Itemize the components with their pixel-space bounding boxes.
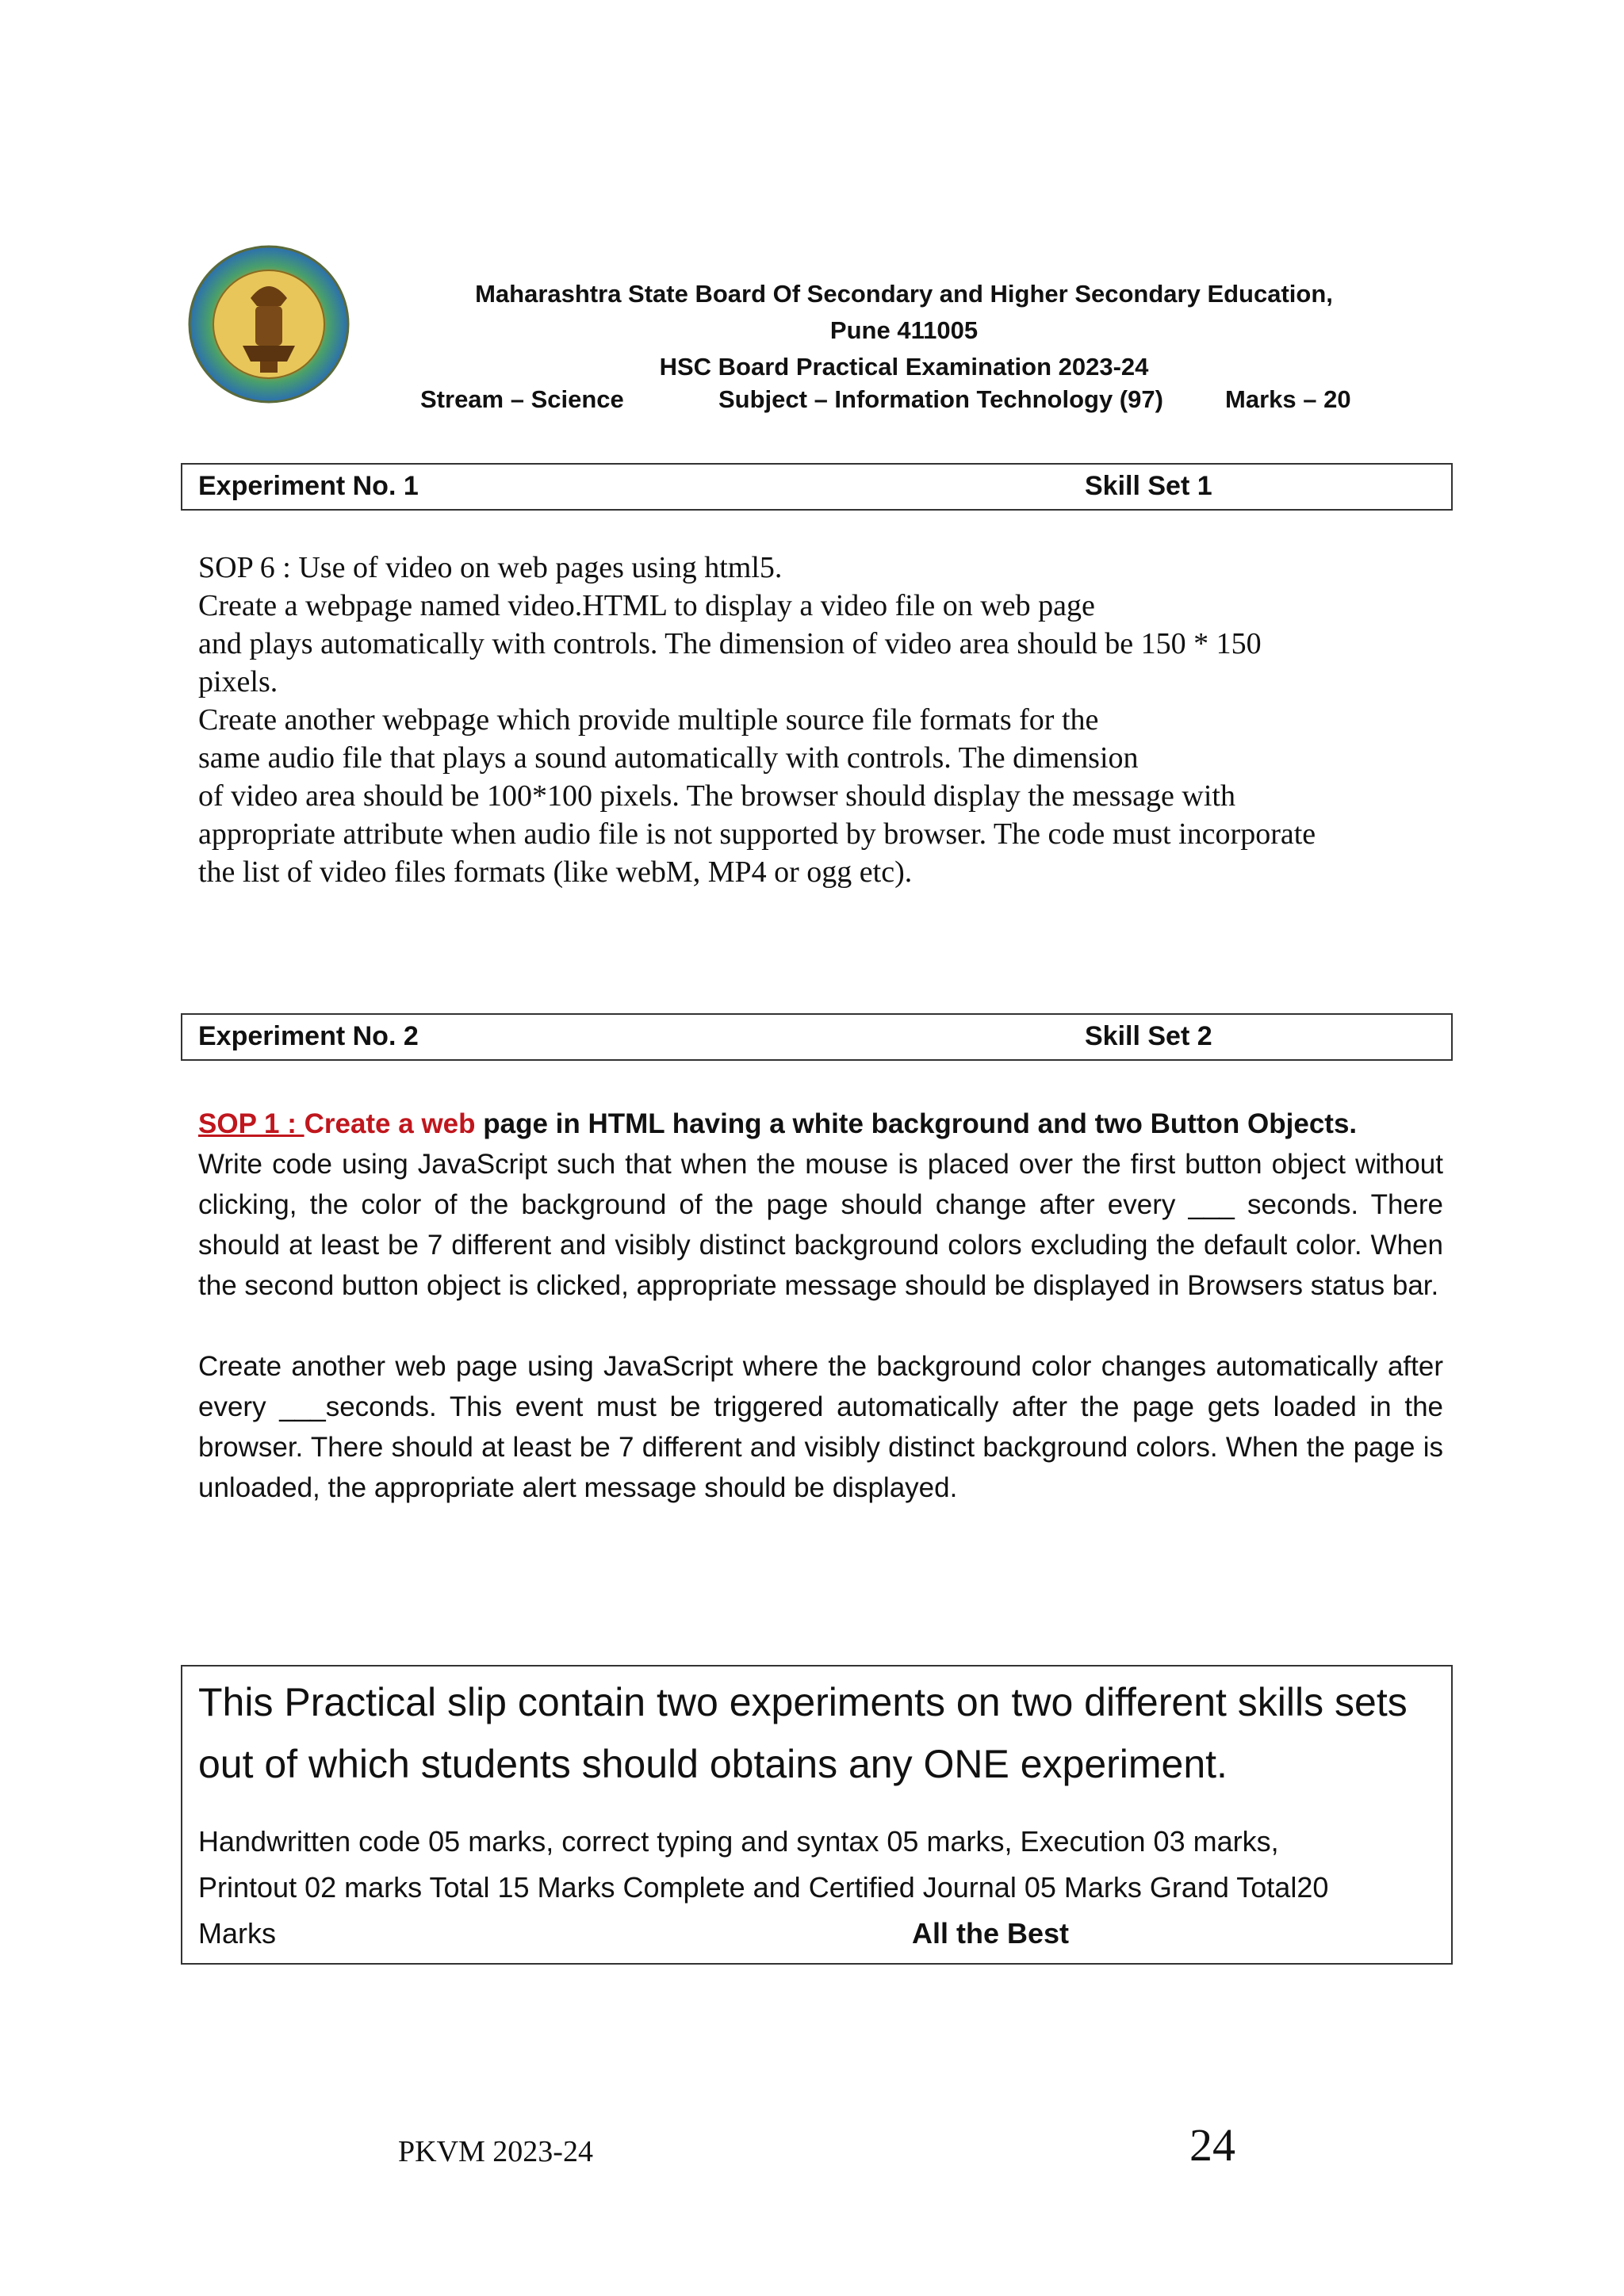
- experiment-1-header: [181, 463, 1453, 511]
- exam-meta-row: [349, 385, 1459, 422]
- exp1-line: SOP 6 : Use of video on web pages using html5.: [198, 551, 783, 584]
- experiment-2-header: [181, 1013, 1453, 1061]
- experiment-1-skill-set: Skill Set 1: [1085, 471, 1212, 501]
- experiment-1-title: Experiment No. 1: [198, 471, 419, 501]
- board-seal-logo: [187, 243, 350, 406]
- marks-line-3: [198, 1911, 1435, 1957]
- exp1-line: Create another webpage which provide multiple source file formats for the: [198, 703, 1099, 737]
- exp1-line: appropriate attribute when audio file is not supported by browser. The code must incorporate: [198, 817, 1316, 851]
- sop1-heading: [198, 1104, 1443, 1144]
- all-the-best: All the Best: [912, 1917, 1070, 1950]
- board-city: Pune 411005: [829, 316, 979, 344]
- marks-breakdown: [198, 1819, 1435, 1957]
- board-name: Maharashtra State Board Of Secondary and Higher Secondary Education,: [475, 280, 1333, 308]
- exp1-line: and plays automatically with controls. The dimension of video area should be 150 * 150: [198, 627, 1262, 660]
- sop1-bold-text: page in HTML having a white background and two Button Objects.: [475, 1108, 1358, 1139]
- exp1-line: same audio file that plays a sound automatically with controls. The dimension: [198, 741, 1139, 775]
- page-number: 24: [1189, 2119, 1235, 2171]
- sop1-paragraph-1: Write code using JavaScript such that when the mouse is placed over the first button object without clicking, the color of the background of the page should change after every ___ seconds. There should at least be 7 different and visibly distinct background colors excluding the default color. When the second button object is clicked, appropriate message should be displayed in Browsers status bar.: [198, 1149, 1443, 1301]
- sop1-paragraph-2: Create another web page using JavaScript where the background color changes automatically after every ___seconds. This event must be triggered automatically after the page gets loaded in the browser. There should at least be 7 different and visibly distinct background colors. When the page is unloaded, the appropriate alert message should be displayed.: [198, 1351, 1443, 1503]
- subject-label: Subject – Information Technology (97): [718, 385, 1163, 413]
- exp1-line: the list of video files formats (like webM, MP4 or ogg etc).: [198, 855, 913, 889]
- exp1-line: Create a webpage named video.HTML to display a video file on web page: [198, 589, 1095, 622]
- sop1-red-text: Create a web: [304, 1108, 476, 1139]
- experiment-1-description: [198, 549, 1467, 891]
- stream-label: Stream – Science: [420, 385, 624, 413]
- exam-title: HSC Board Practical Examination 2023-24: [659, 353, 1149, 381]
- experiment-2-description: [198, 1104, 1443, 1508]
- instructions-main: This Practical slip contain two experiments on two different skills sets out of which students should obtains any ONE experiment.: [198, 1680, 1408, 1786]
- exp1-line: pixels.: [198, 665, 278, 698]
- marks-word: Marks: [198, 1917, 276, 1950]
- marks-line-1: Handwritten code 05 marks, correct typing and syntax 05 marks, Execution 03 marks,: [198, 1825, 1279, 1858]
- instructions-box: [181, 1665, 1453, 1965]
- marks-label: Marks – 20: [1225, 385, 1351, 413]
- experiment-2-skill-set: Skill Set 2: [1085, 1021, 1212, 1051]
- footer-label: PKVM 2023-24: [398, 2135, 593, 2168]
- marks-line-2: Printout 02 marks Total 15 Marks Complete and Certified Journal 05 Marks Grand Total20: [198, 1871, 1329, 1904]
- experiment-2-title: Experiment No. 2: [198, 1021, 419, 1051]
- sop1-label: SOP 1 :: [198, 1108, 304, 1139]
- exp1-line: of video area should be 100*100 pixels. The browser should display the message with: [198, 779, 1235, 813]
